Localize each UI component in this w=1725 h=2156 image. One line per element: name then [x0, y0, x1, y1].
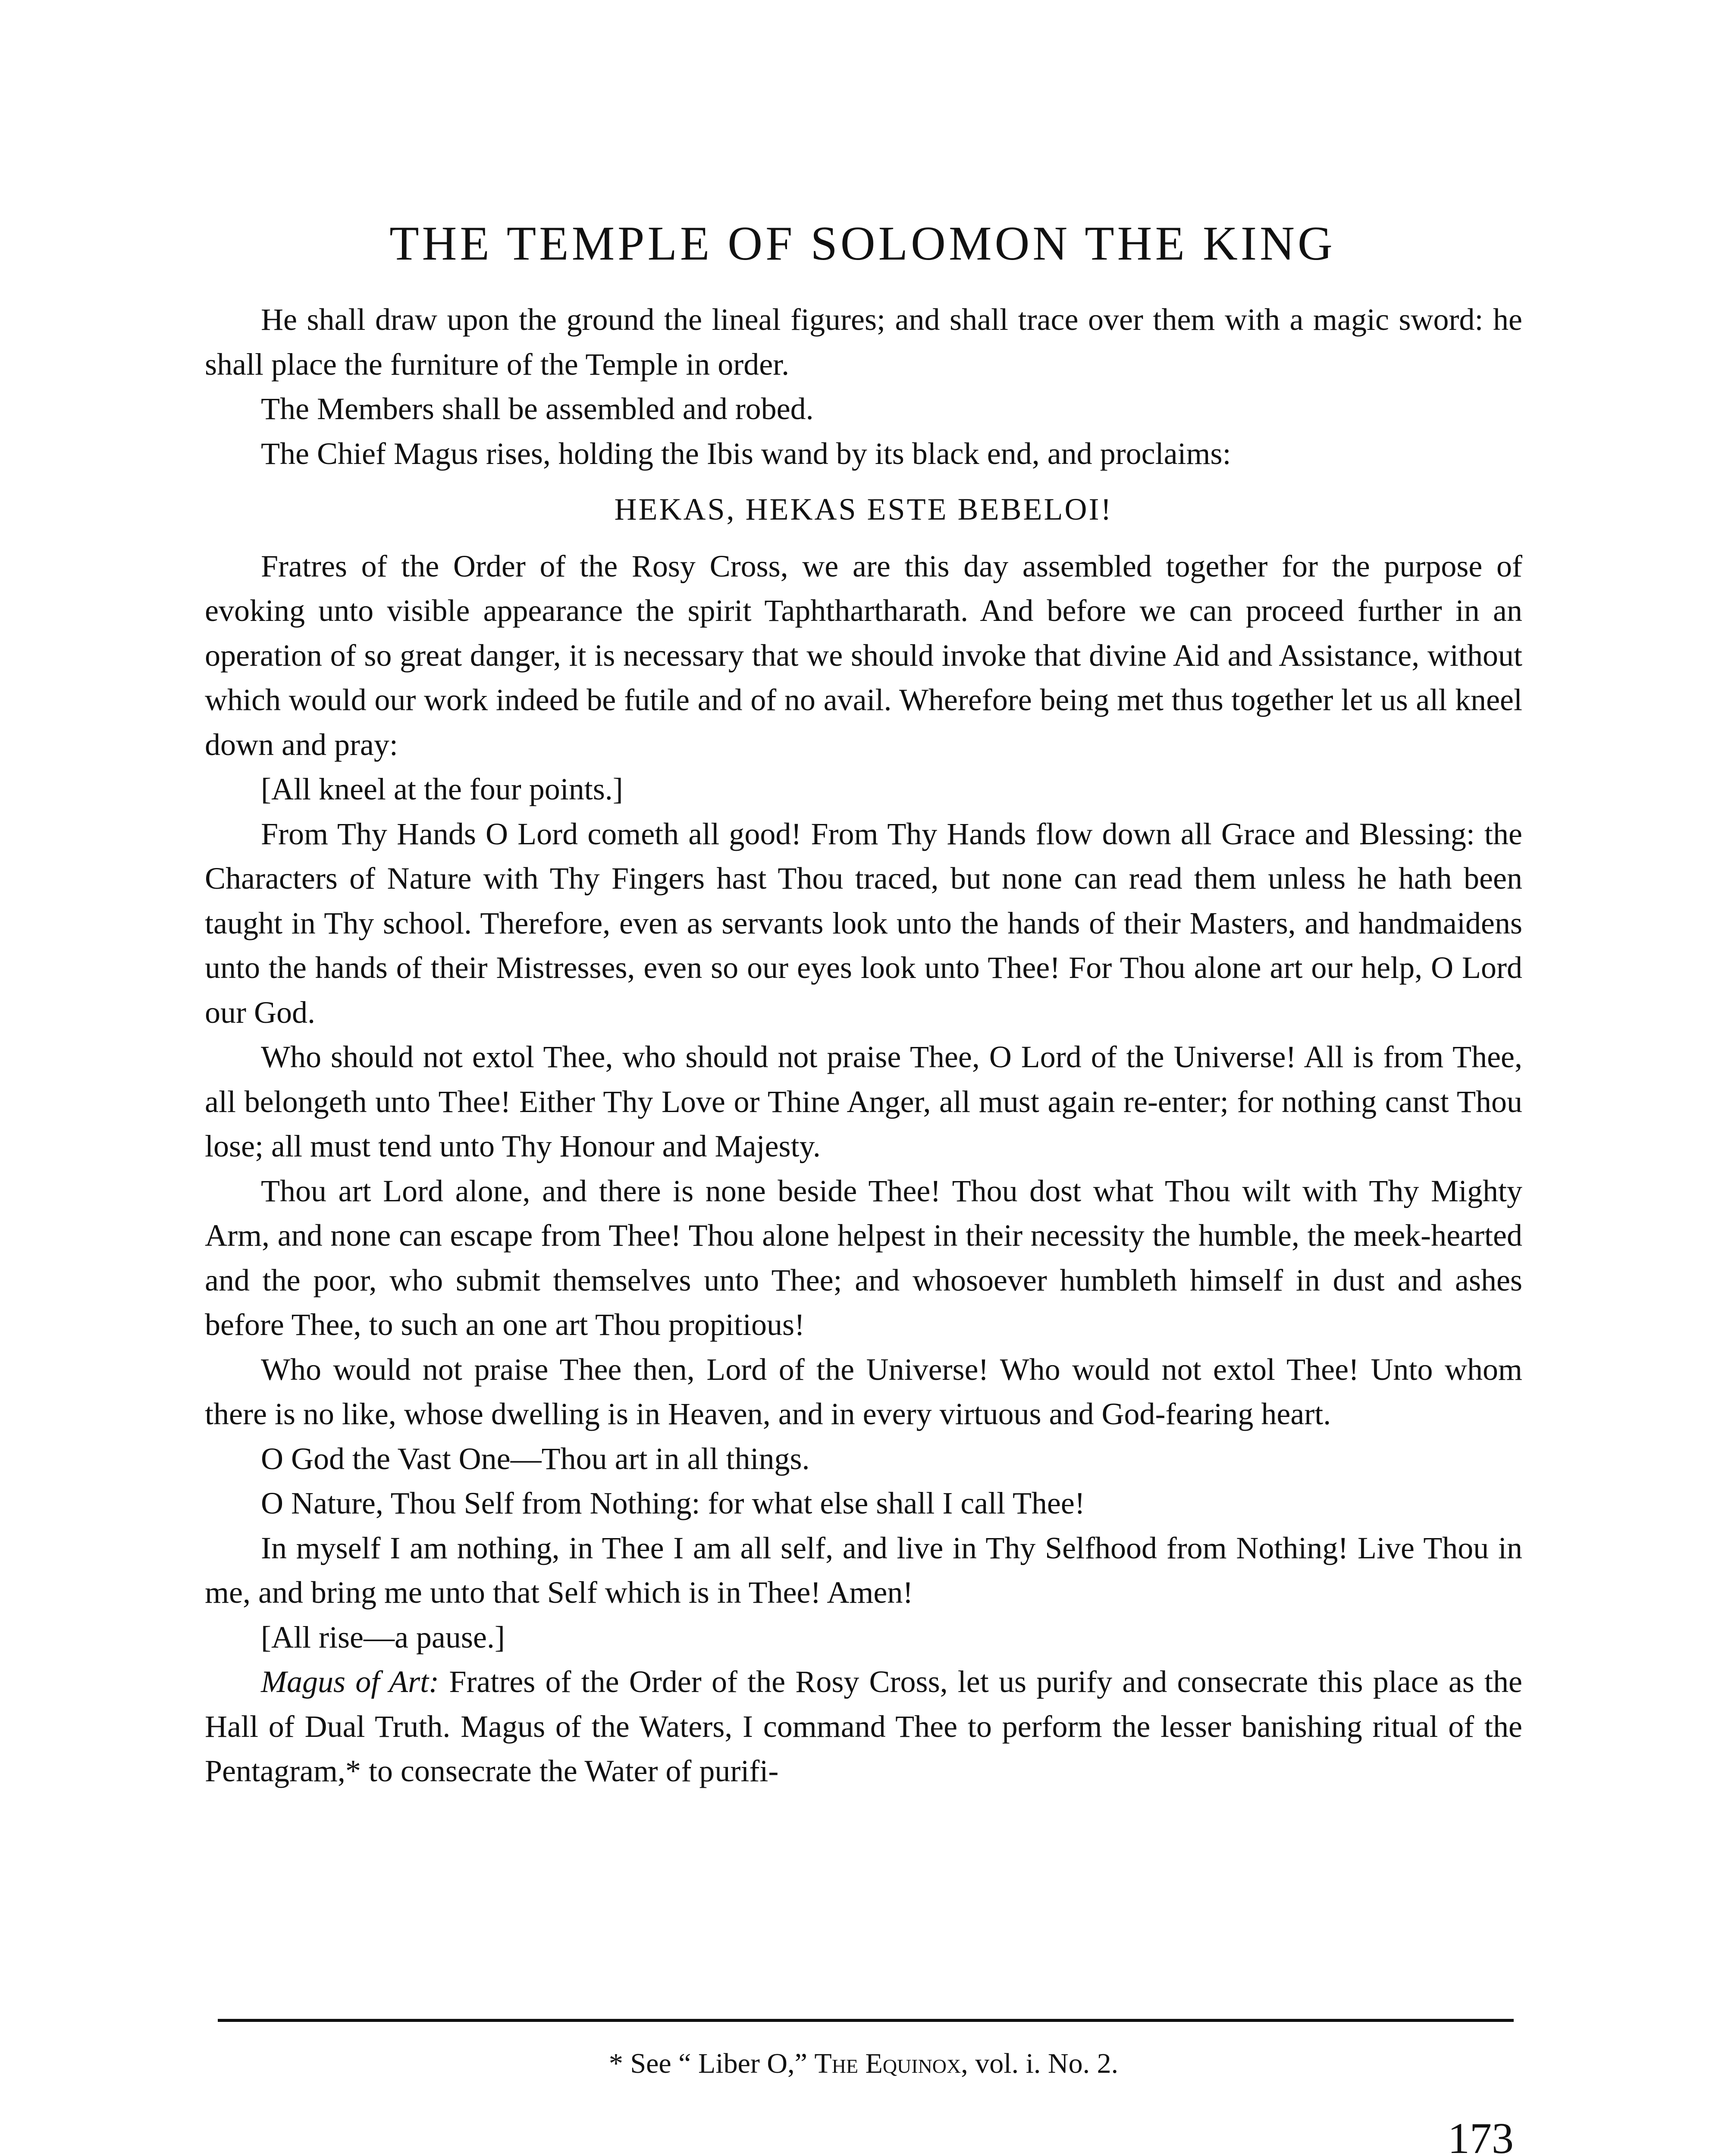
- paragraph-12: In myself I am nothing, in Thee I am all self, and live in Thy Selfhood from Nothing! Live Thou in me, and bring me unto that Self which is in Thee! Amen!: [205, 1530, 1522, 1610]
- paragraph-7: Who should not extol Thee, who should not praise Thee, O Lord of the Universe! All is from Thee, all belongeth unto Thee! Either Thy Love or Thine Anger, all must again re-enter; for nothing canst Thou lose; all must tend unto Thy Honour and Majesty.: [205, 1040, 1522, 1163]
- speaker-label: Magus of Art:: [261, 1664, 439, 1699]
- paragraph-11: O Nature, Thou Self from Nothing: for what else shall I call Thee!: [261, 1486, 1085, 1520]
- page-title: THE TEMPLE OF SOLOMON THE KING: [389, 217, 1336, 270]
- footnote-divider: [218, 2019, 1514, 2022]
- paragraph-3: The Chief Magus rises, holding the Ibis wand by its black end, and proclaims:: [261, 436, 1231, 471]
- paragraph-1: He shall draw upon the ground the lineal figures; and shall trace over them with a magic sword: he shall place the furniture of the Temple in order.: [205, 302, 1522, 382]
- footnote-suffix: , vol. i. No. 2.: [961, 2048, 1119, 2079]
- footnote-journal: The Equinox: [814, 2048, 961, 2079]
- paragraph-14: [205, 1660, 1522, 1794]
- speaker-text: Fratres of the Order of the Rosy Cross, let us purify and consecrate this place as the Hall of Dual Truth. Magus of the Waters, I command Thee to perform the lesser banishing ritual of the Pentagram,* to consecrate the Water of purifi-: [205, 1664, 1523, 1788]
- paragraph-10: O God the Vast One—Thou art in all things.: [261, 1441, 810, 1476]
- page-number: 173: [1448, 2114, 1514, 2156]
- footnote-prefix: * See “ Liber O,”: [608, 2048, 807, 2079]
- paragraph-8: Thou art Lord alone, and there is none beside Thee! Thou dost what Thou wilt with Thy Mighty Arm, and none can escape from Thee! Thou alone helpest in their necessity the humble, the meek-hearted and the poor, who submit themselves unto Thee; and whosoever humbleth himself in dust and ashes before Thee, to such an one art Thou propitious!: [205, 1173, 1522, 1342]
- paragraph-4: Fratres of the Order of the Rosy Cross, we are this day assembled together for the purpose of evoking unto visible appearance the spirit Taphthartharath. And before we can proceed further in an operation of so great danger, it is necessary that we should invoke that divine Aid and Assistance, without which would our work indeed be futile and of no avail. Wherefore being met thus together let us all kneel down and pray:: [205, 548, 1522, 762]
- stage-direction-rise: [All rise—a pause.]: [261, 1620, 505, 1655]
- footnote: [205, 2043, 1522, 2084]
- body-text: [205, 298, 1522, 1794]
- paragraph-9: Who would not praise Thee then, Lord of the Universe! Who would not extol Thee! Unto whom there is no like, whose dwelling is in Heaven, and in every virtuous and God-fearing heart.: [205, 1352, 1522, 1431]
- stage-direction-kneel: [All kneel at the four points.]: [261, 772, 623, 806]
- paragraph-2: The Members shall be assembled and robed.: [261, 392, 814, 426]
- proclamation: HEKAS, HEKAS ESTE BEBELOI!: [614, 492, 1113, 526]
- paragraph-6: From Thy Hands O Lord cometh all good! From Thy Hands flow down all Grace and Blessing: the Characters of Nature with Thy Fingers hast Thou traced, but none can read them unless he hath been taught in Thy school. Therefore, even as servants look unto the hands of their Masters, and handmaidens unto the hands of their Mistresses, even so our eyes look unto Thee! For Thou alone art our help, O Lord our God.: [205, 816, 1522, 1030]
